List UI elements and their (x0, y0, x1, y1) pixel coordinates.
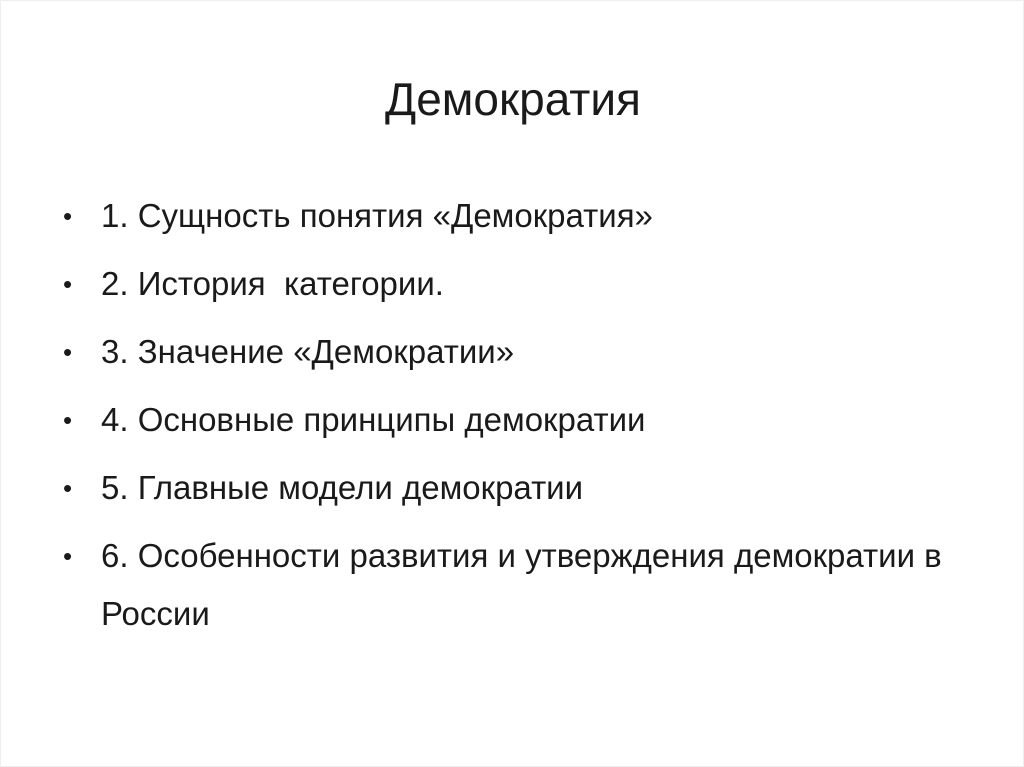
slide-title: Демократия (385, 73, 641, 125)
list-item (63, 459, 963, 517)
bullet-marker: • (63, 337, 73, 367)
list-item-text: 3. Значение «Демократии» (101, 333, 515, 370)
list-item (63, 527, 963, 643)
list-item-text: 4. Основные принципы демократии (101, 401, 646, 438)
list-item-text: 6. Особенности развития и утверждения демократии в России (101, 537, 951, 632)
list-item (63, 391, 963, 449)
bullet-marker: • (63, 473, 73, 503)
list-item (63, 323, 963, 381)
list-item-text: 5. Главные модели демократии (101, 469, 584, 506)
bullet-list (63, 187, 963, 653)
list-item-text: 2. История категории. (101, 265, 444, 302)
list-item (63, 187, 963, 245)
bullet-marker: • (63, 201, 73, 231)
bullet-marker: • (63, 541, 73, 571)
list-item (63, 255, 963, 313)
bullet-marker: • (63, 269, 73, 299)
list-item-text: 1. Сущность понятия «Демократия» (101, 197, 653, 234)
bullet-marker: • (63, 405, 73, 435)
